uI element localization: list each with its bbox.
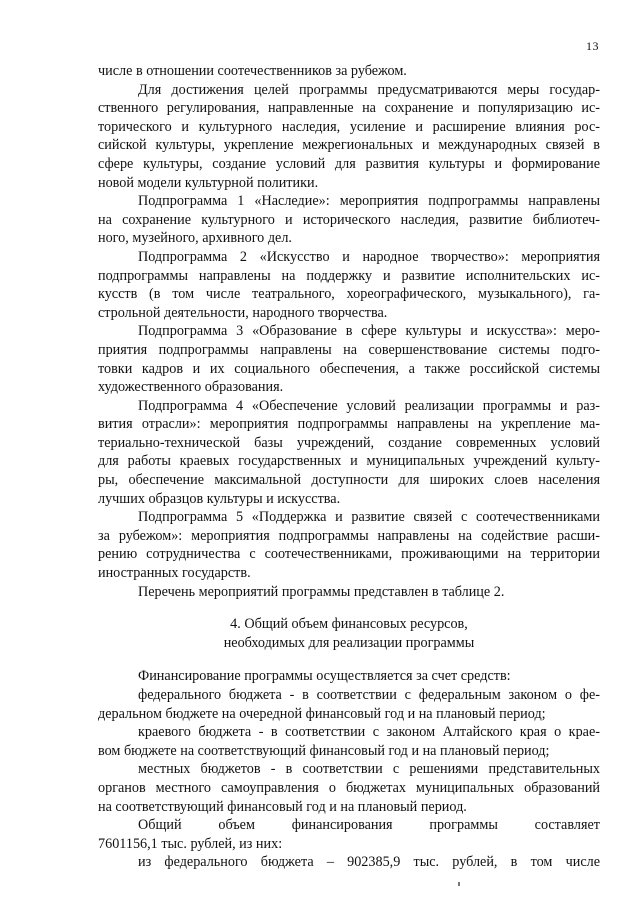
paragraph-first-line: федерального бюджета - в соответствии с федеральным законом о фе- [138,687,600,703]
text-line: иностранных государств. [98,565,251,582]
text-line: на соответствующий финансовый год и на плановый период. [98,798,467,815]
text-line: кусств (в том числе театрального, хореографического, музыкального), га- [98,286,600,303]
text-line: сфере культуры, создание условий для развития культуры и формирование [98,155,600,172]
text-line: ного, музейного, архивного дел. [98,230,292,247]
paragraph-first-line: Подпрограмма 4 «Обеспечение условий реализации программы и раз- [138,397,600,414]
word: Общий [138,817,182,834]
text-line: за рубежом»: мероприятия подпрограммы направлены на содействие расши- [98,527,600,544]
paragraph-first-line: Для достижения целей программы предусматриваются меры государ- [138,81,600,98]
text-line: на сохранение культурного и исторического наследия, развитие библиотеч- [98,211,600,228]
page-number: 13 [586,39,599,53]
text-line: ры, обеспечение максимальной доступности для широких слоев населения [98,472,600,489]
document-body [98,62,600,872]
scan-speck [458,882,460,886]
paragraph-first-line: местных бюджетов - в соответствии с решениями представительных [138,761,600,778]
section-heading: 4. Общий объем финансовых ресурсов, [230,616,468,633]
text-line: строльной деятельности, народного творчества. [98,304,388,321]
text-line: числе в отношении соотечественников за рубежом. [98,63,407,79]
text-line: вития отрасли»: мероприятия подпрограммы направлены на укрепление ма- [98,416,600,433]
text-line: рению сотрудничества с соотечественниками, проживающими на территории [98,546,600,563]
text-line: териально-технической базы учреждений, создание современных условий [98,434,600,451]
text-line: товки кадров и их социального обеспечения, а также российской системы [98,360,600,377]
paragraph-first-line: Подпрограмма 2 «Искусство и народное творчество»: мероприятия [138,248,600,265]
word: финансирования [291,817,393,834]
text-line: приятия подпрограммы направлены на совершенствование системы подго- [98,341,600,358]
text-line: торического и культурного наследия, усиление и расширение влияния рос- [98,118,600,135]
text-line: новой модели культурной политики. [98,174,319,191]
word: составляет [534,817,600,834]
text-line: деральном бюджете на очередной финансовый год и на плановый период; [98,705,546,722]
text-line: для работы краевых государственных и муниципальных учреждений культу- [98,453,600,470]
paragraph-first-line: Подпрограмма 5 «Поддержка и развитие связей с соотечественниками [138,509,600,526]
text-line: сийской культуры, укрепление межрегиональных и международных связей в [98,137,600,154]
paragraph-first-line: Подпрограмма 3 «Образование в сфере культуры и искусства»: меро- [138,323,600,340]
word: программы [429,817,498,834]
text-line: художественного образования. [98,379,284,396]
text-line: лучших образцов культуры и искусства. [98,490,341,507]
text-line: 7601156,1 тыс. рублей, из них: [98,835,283,852]
word: объем [218,817,255,834]
text-line: органов местного самоуправления о бюджетах муниципальных образований [98,779,600,796]
paragraph-first-line: Подпрограмма 1 «Наследие»: мероприятия подпрограммы направлены [138,193,600,210]
text-line: подпрограммы направлены на поддержку и развитие исполнительских ис- [98,267,600,284]
spread-line [98,816,600,835]
paragraph-first-line: Финансирование программы осуществляется за счет средств: [138,668,511,685]
section-heading: необходимых для реализации программы [223,634,475,651]
paragraph-first-line: краевого бюджета - в соответствии с законом Алтайского края о крае- [138,724,600,741]
paragraph-first-line: из федерального бюджета – 902385,9 тыс. рублей, в том числе [138,854,600,871]
text-line: вом бюджете на соответствующий финансовый год и на плановый период; [98,742,550,759]
paragraph-first-line: Перечень мероприятий программы представлен в таблице 2. [138,583,505,600]
text-line: ственного регулирования, направленные на сохранение и популяризацию ис- [98,100,600,117]
